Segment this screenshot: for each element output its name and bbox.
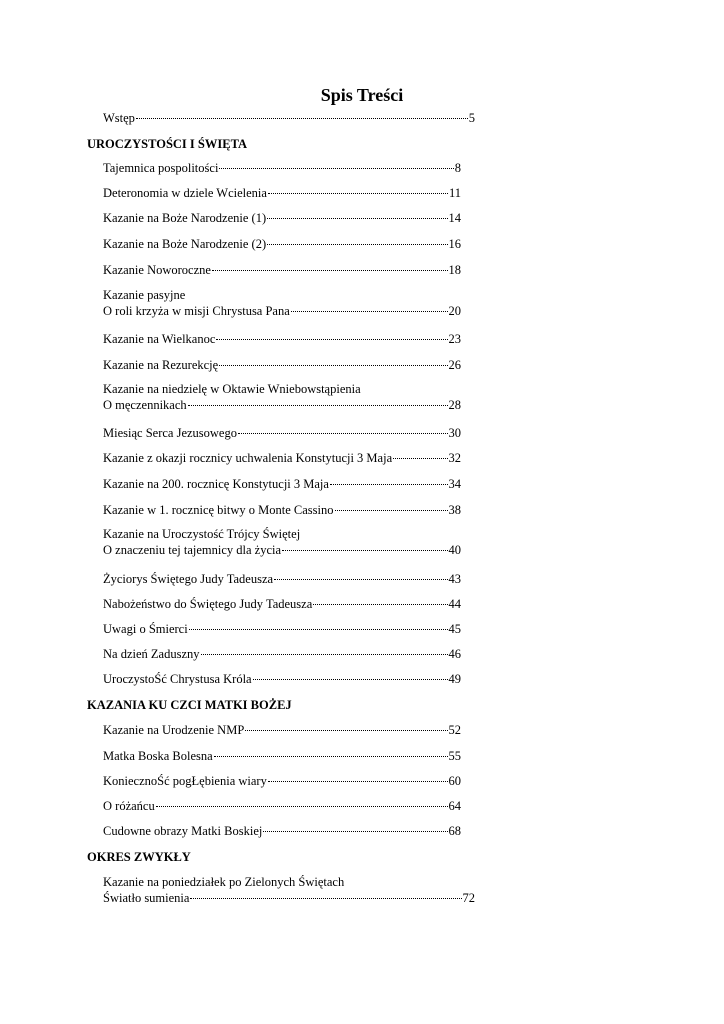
toc-entry (103, 450, 461, 466)
dot-leader (212, 270, 448, 271)
dot-leader (263, 831, 447, 832)
toc-entry-title: Deteronomia w dziele Wcielenia (103, 186, 267, 200)
toc-entry-page: 64 (448, 799, 461, 813)
toc-entry (103, 823, 461, 839)
toc-entry-page: 28 (448, 398, 461, 412)
toc-entry-page: 55 (448, 749, 461, 763)
dot-leader (238, 433, 448, 434)
toc-entry-title: Matka Boska Bolesna (103, 749, 213, 763)
dot-leader (268, 781, 448, 782)
toc-entry (103, 722, 461, 738)
toc-entry-title: Kazanie na Wielkanoc (103, 332, 216, 346)
toc-entry (103, 425, 461, 441)
toc-entry-title: Kazanie w 1. rocznicę bitwy o Monte Cassino (103, 503, 334, 517)
dot-leader (330, 484, 448, 485)
section-heading: UROCZYSTOŚCI I ŚWIĘTA (87, 137, 248, 151)
toc-entry (103, 287, 461, 319)
toc-entry-title: UroczystoŚć Chrystusa Króla (103, 672, 252, 686)
toc-entry-page: 46 (448, 647, 461, 661)
section-heading: KAZANIA KU CZCI MATKI BOŻEJ (87, 698, 292, 712)
dot-leader (267, 218, 447, 219)
dot-leader (156, 806, 448, 807)
toc-entry-page: 26 (448, 358, 461, 372)
toc-entry (103, 596, 461, 612)
toc-entry-title: Tajemnica pospolitości (103, 161, 219, 175)
toc-entry-page: 16 (448, 237, 461, 251)
dot-leader (268, 193, 448, 194)
toc-entry-title: Kazanie na Boże Narodzenie (2) (103, 237, 267, 251)
dot-leader (313, 604, 447, 605)
toc-entry-title: KoniecznoŚć pogŁębienia wiary (103, 774, 267, 788)
toc-entry (103, 381, 461, 413)
toc-entry-page: 14 (448, 211, 461, 225)
toc-entry-page: 34 (448, 477, 461, 491)
toc-entry-page: 5 (468, 111, 475, 125)
toc-entry (103, 571, 461, 587)
toc-entry-title: Miesiąc Serca Jezusowego (103, 426, 237, 440)
dot-leader (188, 405, 448, 406)
toc-entry (103, 646, 461, 662)
toc-entry-page: 45 (448, 622, 461, 636)
dot-leader (214, 756, 448, 757)
toc-entry (103, 262, 461, 278)
dot-leader (253, 679, 448, 680)
dot-leader (216, 339, 447, 340)
toc-entry (103, 621, 461, 637)
dot-leader (219, 365, 447, 366)
toc-entry-title: Nabożeństwo do Świętego Judy Tadeusza (103, 597, 313, 611)
toc-entry-title: O męczennikach (103, 398, 187, 412)
dot-leader (245, 730, 447, 731)
toc-entry (103, 526, 461, 558)
dot-leader (219, 168, 453, 169)
toc-entry (103, 476, 461, 492)
toc-entry (103, 357, 461, 373)
section-heading: OKRES ZWYKŁY (87, 850, 191, 864)
toc-entry-title: Uwagi o Śmierci (103, 622, 188, 636)
toc-entry (103, 773, 461, 789)
toc-entry-page: 60 (448, 774, 461, 788)
toc-entry-title: O znaczeniu tej tajemnicy dla życia (103, 543, 282, 557)
toc-entry-page: 52 (448, 723, 461, 737)
toc-entry-title: Życiorys Świętego Judy Tadeusza (103, 572, 274, 586)
toc-entry-title: O roli krzyża w misji Chrystusa Pana (103, 304, 290, 318)
toc-entry (103, 748, 461, 764)
dot-leader (291, 311, 448, 312)
toc-entry-line (103, 110, 475, 126)
dot-leader (189, 629, 448, 630)
toc-entry-page: 32 (448, 451, 461, 465)
toc-entry-page: 18 (448, 263, 461, 277)
toc-entry-title: Kazanie z okazji rocznicy uchwalenia Konstytucji 3 Maja (103, 451, 393, 465)
dot-leader (393, 458, 447, 459)
toc-entry-intro (103, 110, 475, 126)
dot-leader (282, 550, 447, 551)
toc-entry-title: Kazanie na Urodzenie NMP (103, 723, 245, 737)
dot-leader (201, 654, 448, 655)
toc-entry-title: Kazanie Noworoczne (103, 263, 211, 277)
toc-entry (103, 502, 461, 518)
toc-entry (103, 185, 461, 201)
dot-leader (136, 118, 468, 119)
toc-entry-heading: Kazanie na poniedziałek po Zielonych Świętach (103, 875, 345, 889)
toc-entry-title: Kazanie na Boże Narodzenie (1) (103, 211, 267, 225)
toc-entry (103, 210, 461, 226)
toc-entry-heading: Kazanie na niedzielę w Oktawie Wniebowstąpienia (103, 382, 361, 396)
page-title: Spis Treści (320, 85, 404, 105)
toc-entry-title: Kazanie na Rezurekcję (103, 358, 219, 372)
toc-entry-title: Wstęp (103, 111, 135, 125)
toc-entry-page: 30 (448, 426, 461, 440)
toc-entry (103, 874, 475, 906)
toc-entry-heading: Kazanie na Uroczystość Trójcy Świętej (103, 527, 301, 541)
toc-entry-page: 68 (448, 824, 461, 838)
toc-entry (103, 236, 461, 252)
toc-entry-title: Kazanie na 200. rocznicę Konstytucji 3 Maja (103, 477, 329, 491)
toc-entry-title: Na dzień Zaduszny (103, 647, 200, 661)
dot-leader (267, 244, 447, 245)
dot-leader (190, 898, 461, 899)
toc-entry-page: 49 (448, 672, 461, 686)
toc-entry (103, 331, 461, 347)
toc-entry (103, 798, 461, 814)
toc-entry-heading: Kazanie pasyjne (103, 288, 186, 302)
toc-entry-title: O różańcu (103, 799, 155, 813)
toc-entry-page: 20 (448, 304, 461, 318)
toc-entry-title: Cudowne obrazy Matki Boskiej (103, 824, 263, 838)
toc-entry-title: Światło sumienia (103, 891, 190, 905)
toc-entry-page: 38 (448, 503, 461, 517)
toc-entry-page: 72 (462, 891, 475, 905)
toc-entry (103, 160, 461, 176)
toc-entry (103, 671, 461, 687)
toc-entry-page: 23 (448, 332, 461, 346)
dot-leader (335, 510, 448, 511)
toc-entry-page: 40 (448, 543, 461, 557)
dot-leader (274, 579, 447, 580)
toc-entry-page: 44 (448, 597, 461, 611)
toc-entry-page: 8 (454, 161, 461, 175)
toc-entry-page: 11 (448, 186, 461, 200)
toc-entry-page: 43 (448, 572, 461, 586)
